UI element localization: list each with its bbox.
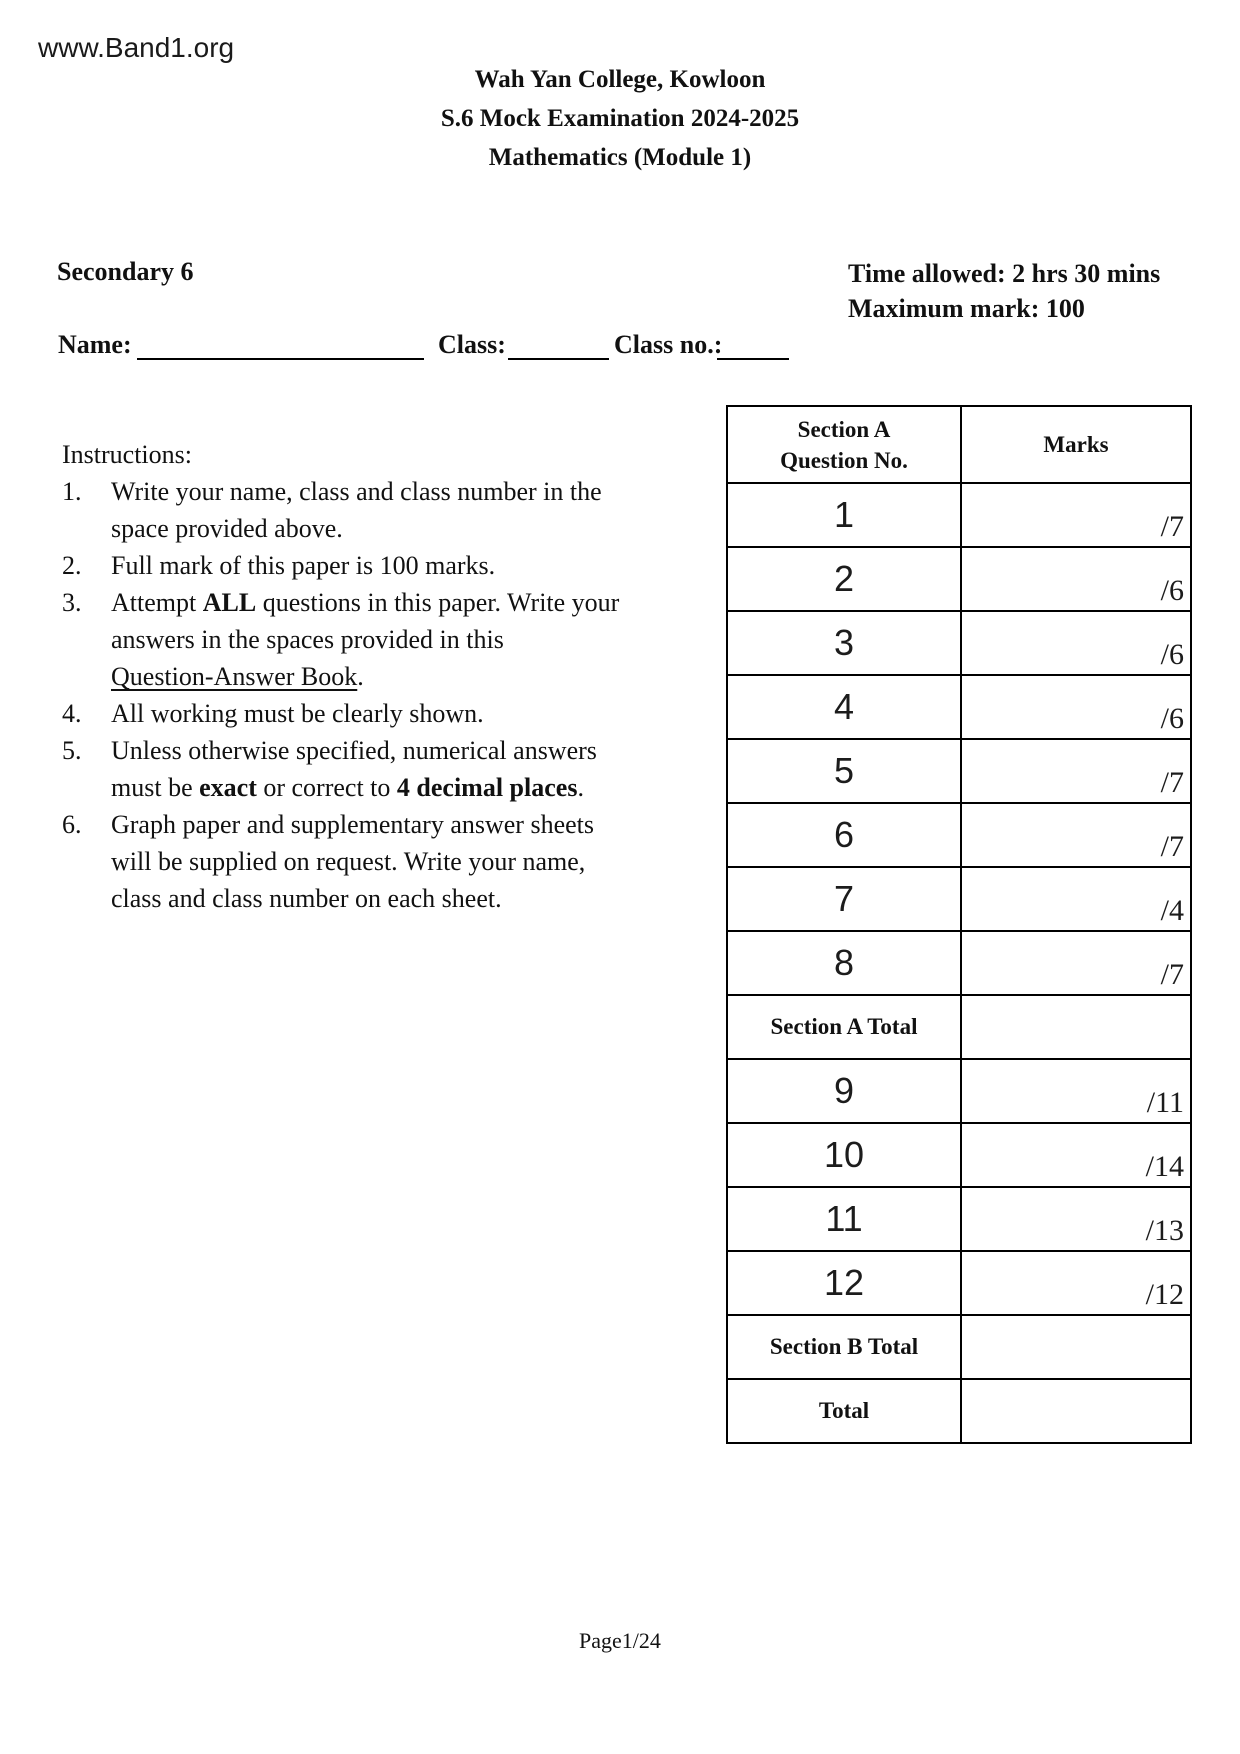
score-row-q5	[728, 738, 1190, 802]
question-number: 10	[823, 1134, 865, 1175]
marks-cell: /6	[1160, 702, 1184, 735]
score-table-body	[728, 482, 1190, 1442]
instruction-text	[111, 473, 702, 547]
instruction-line	[111, 695, 702, 732]
question-number: 11	[825, 1198, 863, 1239]
score-row-q1	[728, 482, 1190, 546]
question-number: 5	[833, 750, 855, 791]
page-number: Page1/24	[579, 1628, 661, 1653]
instruction-run: .	[577, 773, 584, 802]
instruction-item-1	[62, 473, 702, 547]
class-label: Class:	[438, 330, 506, 359]
instruction-run: Graph paper and supplementary answer sheets	[111, 810, 594, 839]
total-marks-cell	[962, 996, 1190, 1058]
total-label-cell: Total	[728, 1380, 962, 1442]
instruction-line	[111, 547, 702, 584]
instruction-number: 6.	[62, 810, 82, 839]
total-label-cell: Section A Total	[728, 996, 962, 1058]
question-no-cell	[728, 676, 962, 738]
score-row-q3	[728, 610, 1190, 674]
header-marks: Marks	[1043, 432, 1109, 457]
question-no-cell	[728, 1188, 962, 1250]
score-table-header-question-col	[728, 407, 962, 482]
instruction-line	[111, 510, 702, 547]
marks-cell: /6	[1160, 638, 1184, 671]
instruction-line	[111, 584, 702, 621]
instruction-line	[111, 769, 702, 806]
score-row-q2	[728, 546, 1190, 610]
marks-cell: /14	[1145, 1150, 1184, 1183]
instruction-run: ALL	[202, 588, 257, 617]
subject-title: Mathematics (Module 1)	[488, 144, 752, 171]
instruction-run: 4 decimal places	[396, 773, 578, 802]
question-number: 6	[833, 814, 855, 855]
marks-cell: /7	[1160, 830, 1184, 863]
school-name: Wah Yan College, Kowloon	[474, 66, 766, 93]
instruction-text	[111, 732, 702, 806]
time-allowed-label: Time allowed: 2 hrs 30 mins	[848, 259, 1161, 288]
score-row-q9	[728, 1058, 1190, 1122]
instruction-run: Attempt	[111, 588, 203, 617]
header-section-a: Section A	[797, 416, 891, 442]
instruction-text	[111, 695, 702, 732]
instruction-line	[111, 880, 702, 917]
question-number: 9	[833, 1070, 855, 1111]
question-no-cell	[728, 932, 962, 994]
score-row-q6	[728, 802, 1190, 866]
question-no-cell	[728, 804, 962, 866]
paper-title-block	[0, 60, 1240, 177]
instruction-line	[111, 843, 702, 880]
score-table	[726, 405, 1192, 1444]
instruction-run: Unless otherwise specified, numerical answers	[111, 736, 597, 765]
marks-cell: /6	[1160, 574, 1184, 607]
question-no-cell	[728, 612, 962, 674]
name-label: Name:	[58, 330, 132, 359]
question-number: 4	[833, 686, 855, 727]
marks-cell: /4	[1160, 894, 1184, 927]
instruction-text	[111, 547, 702, 584]
question-no-cell	[728, 868, 962, 930]
instruction-run: .	[357, 662, 364, 691]
instruction-run: Write your name, class and class number in the	[111, 477, 602, 506]
instruction-item-4	[62, 695, 702, 732]
total-marks-cell	[962, 1380, 1190, 1442]
marks-cell: /7	[1160, 510, 1184, 543]
instruction-item-3	[62, 584, 702, 695]
question-number: 1	[833, 494, 855, 535]
question-no-cell	[728, 484, 962, 546]
question-number: 8	[833, 942, 855, 983]
instruction-run: space provided above.	[111, 514, 343, 543]
exam-meta-block	[848, 256, 1160, 326]
marks-cell: /7	[1160, 766, 1184, 799]
instruction-number: 4.	[62, 699, 82, 728]
question-no-cell	[728, 1060, 962, 1122]
instruction-run: must be	[111, 773, 200, 802]
instruction-run: questions in this paper. Write your	[256, 588, 620, 617]
instructions-title: Instructions:	[62, 440, 192, 469]
instruction-text	[111, 584, 702, 695]
header-question-no: Question No.	[780, 447, 908, 473]
instruction-run: answers in the spaces provided in this	[111, 625, 504, 654]
question-no-cell	[728, 1124, 962, 1186]
marks-cell: /13	[1145, 1214, 1184, 1247]
instructions-list	[62, 473, 702, 917]
score-row-total	[728, 994, 1190, 1058]
score-row-total	[728, 1314, 1190, 1378]
score-row-q4	[728, 674, 1190, 738]
score-row-q10	[728, 1122, 1190, 1186]
instruction-run: will be supplied on request. Write your name,	[111, 847, 586, 876]
question-number: 3	[833, 622, 855, 663]
question-no-cell	[728, 1252, 962, 1314]
instruction-line	[111, 806, 702, 843]
instruction-item-6	[62, 806, 702, 917]
marks-cell: /11	[1146, 1086, 1184, 1119]
instruction-number: 1.	[62, 477, 82, 506]
score-row-q12	[728, 1250, 1190, 1314]
score-table-header-row	[728, 407, 1190, 482]
instruction-run: class and class number on each sheet.	[111, 884, 502, 913]
score-row-total	[728, 1378, 1190, 1442]
total-label-cell: Section B Total	[728, 1316, 962, 1378]
question-no-cell	[728, 548, 962, 610]
name-blank-field	[137, 332, 424, 360]
instruction-line	[111, 621, 702, 658]
instruction-item-5	[62, 732, 702, 806]
question-no-cell	[728, 740, 962, 802]
question-number: 7	[833, 878, 855, 919]
instruction-item-2	[62, 547, 702, 584]
instruction-run: Full mark of this paper is 100 marks.	[111, 551, 496, 580]
question-number: 2	[833, 558, 855, 599]
watermark-site-url: www.Band1.org	[38, 32, 235, 63]
instruction-line	[111, 658, 702, 695]
max-mark-label: Maximum mark: 100	[848, 294, 1085, 323]
instruction-run: exact	[199, 773, 257, 802]
instructions-block	[62, 436, 702, 917]
total-marks-cell	[962, 1316, 1190, 1378]
instruction-number: 3.	[62, 588, 82, 617]
question-number: 12	[823, 1262, 865, 1303]
class-no-label: Class no.:	[614, 330, 723, 359]
level-label: Secondary 6	[57, 257, 194, 286]
exam-title: S.6 Mock Examination 2024-2025	[440, 105, 800, 132]
instruction-number: 2.	[62, 551, 82, 580]
marks-cell: /7	[1160, 958, 1184, 991]
instruction-text	[111, 806, 702, 917]
instruction-run: All working must be clearly shown.	[111, 699, 484, 728]
score-table-header-marks-col	[962, 407, 1190, 482]
class-blank-field	[508, 332, 609, 360]
instruction-run: or correct to	[256, 773, 397, 802]
marks-cell: /12	[1145, 1278, 1184, 1311]
instruction-run: Question-Answer Book	[111, 662, 358, 691]
instruction-line	[111, 473, 702, 510]
instruction-number: 5.	[62, 736, 82, 765]
class-no-blank-field	[717, 332, 789, 360]
instruction-line	[111, 732, 702, 769]
score-row-q11	[728, 1186, 1190, 1250]
score-row-q7	[728, 866, 1190, 930]
score-row-q8	[728, 930, 1190, 994]
